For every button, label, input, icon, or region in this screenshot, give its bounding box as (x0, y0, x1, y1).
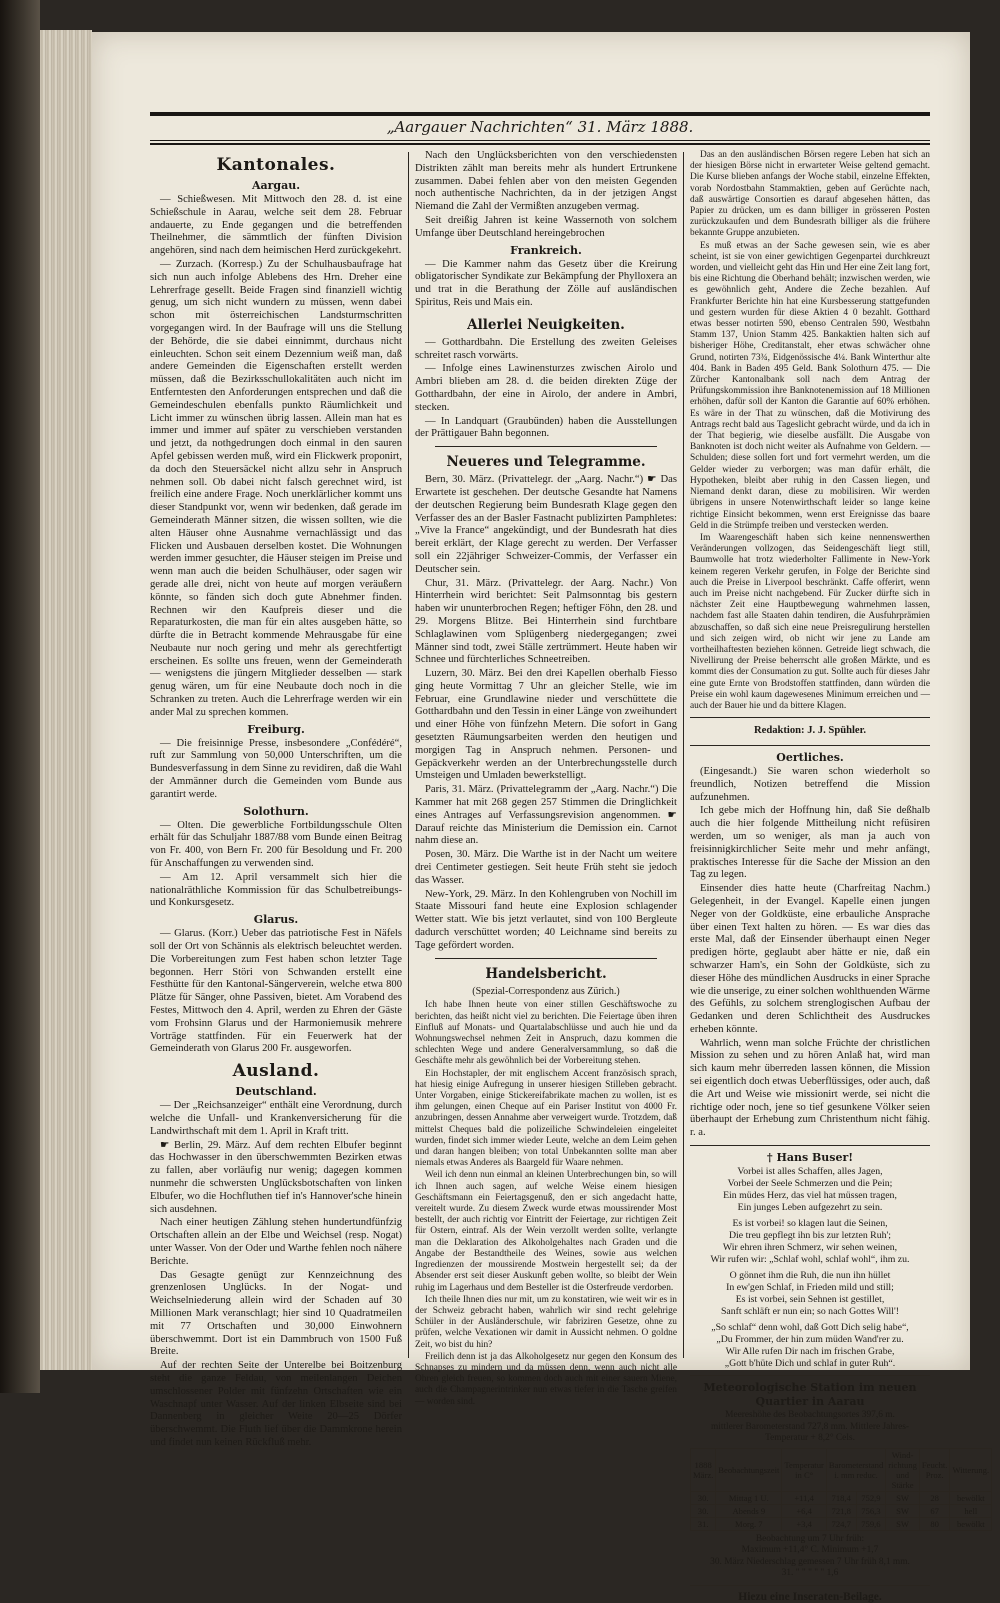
telegram-paragraph: Paris, 31. März. (Privattelegramm der „Aarg. Nachr.“) Die Kammer hat mit 268 gegen 257 Stimmen die Dringlichkeit eines Antrages auf Verfassungsrevision angenommen. ☛ Darauf reichte das Ministerium die Demission ein. Carnot nahm diese an. (415, 784, 677, 847)
section-heading-allerlei: Allerlei Neuigkeiten. (467, 316, 625, 333)
article-paragraph: — Am 12. April versammelt sich hier die nationalräthliche Kommission für das Schulbetreibungs- und Konkursgesetz. (150, 871, 402, 909)
weather-note: 30. März Niederschlag gemessen 7 Uhr früh 8,1 mm. (710, 1556, 910, 1567)
article-paragraph: Das Gesagte genügt zur Kennzeichnung des grenzenlosen Unglücks. In der Nogat- und Weichselniederung allein wird der Schaden auf 30 Millionen Mark veranschlagt; hier sind 10 Quadratmeilen mit 77 Ortschaften und 30,000 Einwohnern überschwemmt. Dort ist ein Dammbruch von 1500 Fuß Breite. (150, 1269, 402, 1358)
section-separator (690, 745, 930, 746)
table-cell: Abends 9 (716, 1504, 782, 1517)
article-paragraph: — Die freisinnige Presse, insbesondere „Confédéré“, ruft zur Sammlung von 50,000 Unterschriften, um die Bundesverfassung in dem Sinne zu revidiren, daß die Wahl der Ammänner durch die Gemeinden vom Bunde aus garantirt werde. (150, 737, 402, 800)
table-row (691, 1491, 992, 1504)
column-divider (408, 152, 409, 1358)
poem-stanza: O gönnet ihm die Ruh, die nun ihn hüllet In ew'gen Schlaf, in Frieden mild und still; Es ist vorbei, sein Sehnen ist gestillet, Sanft schläft er nun ein; so nach Gottes Will'! (720, 1270, 900, 1318)
telegram-paragraph: Bern, 30. März. (Privattelegr. der „Aarg. Nachr.“) ☛ Das Erwartete ist geschehen. Der deutsche Gesandte hat Namens der deutschen Regierung beim Bundesrath Klage gegen den Verfasser des an der Basler Fastnacht publizirten Pamphletes: „Vive la France“ angekündigt, und der Bundesrath hat dies bereit erklärt, der Klage gerecht zu werden. Der Verfasser soll ein 22jähriger Schweizer-Commis, der Verfasser ein Deutscher sein. (415, 474, 677, 575)
article-paragraph: ☛ Berlin, 29. März. Auf dem rechten Elbufer beginnt das Hochwasser in den überschwemmten Bezirken etwas zu fallen, aber vorläufig nur wenig; dagegen kommen nunmehr die schwersten Unglücksbotschaften von linken Elbufer, wo die Hochfluthen tief in's Hannover'sche hinein sich ausdehnen. (150, 1139, 402, 1215)
table-header-cell: Temperatur in C° (782, 1448, 826, 1491)
weather-note: Beobachtung um 7 Uhr früh: (755, 1533, 865, 1544)
table-row (691, 1504, 992, 1517)
telegram-paragraph: Posen, 30. März. Die Warthe ist in der Nacht um weitere drei Centimeter gestiegen. Seit heute Früh steht sie jedoch das Wasser. (415, 849, 677, 886)
table-cell: 759,6 (856, 1517, 886, 1530)
table-cell: 756,3 (856, 1504, 886, 1517)
table-cell: 718,4 (826, 1491, 856, 1504)
article-paragraph: Das an den ausländischen Börsen regere Leben hat sich an der hiesigen Börse nicht in erwarteter Weise geltend gemacht. Die Kurse blieben anfangs der Woche stabil, einzelne Effekten, vorab Nordostbahn Stammaktien, geben auf Gerüchte nach, daß auswärtige Consortien es darauf abgesehen hätten, das Papier zu drücken, um es dann billiger in grösseren Posten zurückzukaufen und dem Bundesrath billiger als die frühere bekannte Gruppe anzubieten. (690, 150, 930, 239)
table-cell: 724,7 (826, 1517, 856, 1530)
poem-stanza: Es ist vorbei! so klagen laut die Seinen, Die treu gepflegt ihn bis zur letzten Ruh'; Wir ehren ihren Schmerz, wir sehen weinen, Wir rufen wir: „Schlaf wohl, schlaf wohl“, ihm zu. (710, 1218, 910, 1266)
masthead-title: „Aargauer Nachrichten“ 31. März 1888. (386, 118, 694, 136)
section-separator (435, 446, 657, 447)
column-left (150, 150, 402, 1448)
table-cell: Morg. 7 (716, 1517, 782, 1530)
article-paragraph: Einsender dies hatte heute (Charfreitag Nachm.) Gelegenheit, in der Evangel. Kapelle einen jungen Neger von der Goldküste, eine erbauliche Ansprache über einen Text halten zu hören. — Es war dies das erste Mal, daß der Einsender überhaupt einen Neger predigen hörte, geglaubt aber hätte er nie, daß ein schwarzer Ham's, ein Sohn der Goldküste, sich zu dieser Höhe des mündlichen Ausdrucks in einer Sprache wie die unserige, zu einer solchen wohlthuenden Wärme des Gefühls, zu solchem strenglogischen Aufbau der Gedanken und deren Schlichtheit des Ausdruckes erheben könnte. (690, 883, 930, 1035)
article-paragraph: Ein Hochstapler, der mit englischem Accent französisch sprach, hat hiesig einige Aufregung in unserer hiesigen Stilleben gebracht. Unter Vorgaben, einige Stickereifabrikate machen zu wollen, ist es ihm gelungen, einen Cheque auf ein Pariser Institut von 4000 Fr. anzubringen, dessen Annahme aber verweigert wurde. Trotzdem, daß mittelst Cheques bald die polizeiliche Schwindeleien eingeleitet wurden, findet sich immer wieder Leute, welche an dem Leim gehen und daran hangen bleiben; von total Unbekannten sollte man aber niemals etwas Anderes als Baargeld für Waare nehmen. (415, 1068, 677, 1169)
article-paragraph: — In Landquart (Graubünden) haben die Ausstellungen der Prättigauer Bahn begonnen. (415, 415, 677, 440)
subheading-freiburg: Freiburg. (247, 722, 305, 736)
bound-pages-edge (40, 30, 92, 1370)
article-paragraph: Wahrlich, wenn man solche Früchte der christlichen Mission zu sehen und zu hören Anlaß hat, wird man sich kaum mehr überreden lassen können, die Mission sei eigentlich doch etwas Ueberflüssiges, oder auch, daß die Art und Weise wie missionirt werde, sei nicht die richtige oder noch, jene so tief gesunkene Völker seien überhaupt der Erhebung zum Christenthum nicht fähig. r. a. (690, 1037, 930, 1139)
table-cell: SW (886, 1504, 920, 1517)
table-cell: 31. (691, 1517, 716, 1530)
section-separator (690, 1375, 930, 1376)
table-header-cell: Wind-richtung und Stärke (886, 1448, 920, 1491)
table-cell: 28 (919, 1491, 950, 1504)
table-cell: hell (950, 1504, 992, 1517)
subheading-aargau: Aargau. (251, 179, 301, 192)
article-paragraph: Auf der rechten Seite der Unterelbe bei Boitzenburg steht die ganze Feldau, von meilenlangen Deichen umschlossener Polder mit fünfzehn Ortschaften wie ein Waschnapf unter Wasser. Auf der linken Elbseite sind bei Dannenberg in gleicher Weite 20—25 Dörfer überschwemmt. Die Fluth lief über die Dammkrone herein und findet nun keinen Rückfluß mehr. (150, 1360, 402, 1448)
table-cell: 30. (691, 1491, 716, 1504)
subheading-deutschland: Deutschland. (235, 1085, 317, 1099)
weather-table-header (691, 1448, 992, 1491)
article-paragraph: (Eingesandt.) Sie waren schon wiederholt so freundlich, Notizen betreffend die Mission aufzunehmen. (690, 765, 930, 803)
table-cell: bewölkt (950, 1517, 992, 1530)
table-cell: 30. (691, 1504, 716, 1517)
weather-station-altitude: Meereshöhe des Beobachtungsortes 397,6 m. (725, 1410, 895, 1421)
subheading-frankreich: Frankreich. (510, 243, 582, 257)
table-row (691, 1517, 992, 1530)
column-divider (683, 152, 684, 1358)
section-separator (690, 1585, 930, 1586)
section-heading-handelsbericht: Handelsbericht. (485, 965, 607, 982)
article-paragraph: Im Waarengeschäft haben sich keine nennenswerthen Veränderungen vollzogen, das Seidengeschäft liegt still, Baumwolle hat trotz wiederholter Fallimente in New-York keinem regeren Verkehr gerufen, in Folge der Berichte sind auch die Preise in Liverpool beschränkt. Caffe offerirt, wenn auch im Preise nicht nachgebend. Für Zucker dürfte sich in nächster Zeit eine Hauptbewegung wahrnehmen lassen, nachdem fast alle Staaten dahin tendiren, die Ausfuhrprämien abzuschaffen, so daß sich eine neue Preisregulirung herstellen und sich zeigen wird, ob nicht wir jene zu Lande am vortheilhaftesten beziehen können. Getreide liegt schwach, die Nivellirung der Preise beherrscht alle großen Märkte, und es kommt dies der Consumation zu gut. Sollte auch für dieses Jahr eine gute Ernte von Brodstoffen stattfinden, dann würden die Preise ein wohl kaum dagewesenes Minimum erreichen und — auch der Bauer hie und da bittere Klagen. (690, 532, 930, 711)
article-paragraph: — Der „Reichsanzeiger“ enthält eine Verordnung, durch welche die Unfall- und Krankenversicherung für die Landwirthschaft mit dem 1. April in Kraft tritt. (150, 1100, 402, 1137)
table-cell: 721,8 (826, 1504, 856, 1517)
article-paragraph: — Die Kammer nahm das Gesetz über die Kreirung obligatorischer Syndikate zur Bekämpfung der Phylloxera an und trat in die Berathung der Zölle auf ausländischen Spiritus, Reis und Mais ein. (415, 258, 677, 308)
article-paragraph: Seit dreißig Jahren ist keine Wassernoth von solchem Umfange über Deutschland hereingebrochen (415, 214, 677, 239)
column-middle (415, 150, 677, 1407)
table-header-cell: Beobachtungszeit (716, 1448, 782, 1491)
article-paragraph: Nach einer heutigen Zählung stehen hundertundfünfzig Ortschaften allein an der Elbe und Weichsel (resp. Nogat) unter Wasser. Von der Oder und Warthe fehlen noch nähere Berichte. (150, 1217, 402, 1267)
article-paragraph: Nach den Unglücksberichten von den verschiedensten Distrikten zählt man bereits mehr als hundert Ertrunkene zusammen. Dabei fehlen aber von den meisten Gegenden noch authentische Nachrichten, da in der jetzigen Angst Niemand die Zahl der Vermißten anzugeben vermag. (415, 150, 677, 213)
telegram-paragraph: Chur, 31. März. (Privattelegr. der Aarg. Nachr.) Von Hinterrhein wird berichtet: Seit Palmsonntag bis gestern haben wir ununterbrochen Regen; heftiger Föhn, den 28. und 29. Morgens Blitze. Bei Hinterrhein sind furchtbare Schlaglawinen vom Splügenberg niedergegangen; zwei Männer sind todt, zwei Ställe zertrümmert. Heute haben wir Schnee und fürchterliches Schneetreiben. (415, 577, 677, 666)
article-paragraph: Weil ich denn nun einmal an kleinen Unterbrechungen bin, so will ich Ihnen auch sagen, auf welche Weise einem hiesigen Geschäftsmann ein Feiertagsgenuß, den er sich angedacht hatte, vereitelt wurde. Zu diesem Zweck wurde etwas moussirender Most bestellt, der auch richtig vor Eintritt der Feiertage, zur richtigen Zeit für Ostern, eintraf. Als der Wein verzollt werden sollte, verlangte man die Deklaration des Alkoholgehaltes nach Graden und die Angabe der Bestandtheile des Weines, sowie aus welchen Ingredienzen der moussirende Mostwein hergestellt sei; da der Absender erst seit dieser Auskunft geben wollte, so bleibt der Wein ruhig im Lagerhaus und dem Besteller ist die Osterfreude verdorben. (415, 1170, 677, 1293)
table-cell: +6,4 (782, 1504, 826, 1517)
table-cell: SW (886, 1491, 920, 1504)
poem-stanza: Vorbei ist alles Schaffen, alles Jagen, Vorbei der Seele Schmerzen und die Pein; Ein müdes Herz, das viel hat müssen tragen, Ein junges Leben aufgezehrt zu sein. (723, 1166, 897, 1214)
table-cell: +3,4 (782, 1517, 826, 1530)
section-heading-ausland: Ausland. (232, 1061, 320, 1082)
subheading-solothurn: Solothurn. (243, 804, 309, 818)
telegram-paragraph: New-York, 29. März. In den Kohlengruben von Nochill im Staate Missouri fand heute eine Explosion schlagender Wetter statt. Wie bis jetzt verlautet, sind von 100 Bergleute dadurch verschüttet worden; 40 Leichname sind bereits zu Tage gefördert worden. (415, 888, 677, 951)
editor-credit: Redaktion: J. J. Spühler. (753, 725, 867, 737)
masthead-bottom-rule-2 (150, 143, 930, 145)
article-paragraph: — Glarus. (Korr.) Ueber das patriotische Fest in Näfels soll der Ort von Schännis als elektrisch beleuchtet werden. Die Vorbereitungen zum Fest haben schon letzter Tage begonnen. Herr Störi von Schwanden erstellt eine Festhütte für den Kantonal-Sängerverein, welche etwa 800 Plätze für Sänger, ohne Passiven, bietet. Am Vorabend des Festes, Mittwoch den 4. April, werden zu Ehren der Gäste vom Frohsinn Glarus und der Harmoniemusik mehrere Vorträge stattfinden. Für ein Feuerwerk hat der Gemeinderath von Glarus 200 Fr. ausgeworfen. (150, 928, 402, 1055)
table-cell: SW (886, 1517, 920, 1530)
column-right (690, 150, 990, 1603)
section-heading-kantonales: Kantonales. (216, 155, 336, 175)
table-cell: +11,4 (782, 1491, 826, 1504)
article-paragraph: Ich theile Ihnen dies nur mit, um zu konstatiren, wie weit wir es in der Schweiz gebracht haben, wahrlich wir sind recht gelehrige Schüler in der Ausländerschule, wir fabriziren Gesetze, ohne zu prüfen, welche Vexationen wir damit in Aussicht nehmen. O goldne Zeit, wo bist du hin? (415, 1294, 677, 1350)
section-heading-neueres: Neueres und Telegramme. (446, 454, 646, 471)
article-paragraph: — Olten. Die gewerbliche Fortbildungsschule Olten erhält für das Schuljahr 1887/88 vom Bunde einen Beitrag von Fr. 400, von Bern Fr. 200 für Besoldung und Fr. 200 für Anschaffungen zu verwenden sind. (150, 819, 402, 870)
table-header-cell: 1888 März. (691, 1448, 716, 1491)
handelsbericht-subtitle: (Spezial-Correspondenz aus Zürich.) (472, 985, 620, 997)
masthead-top-rule (150, 112, 930, 116)
table-header-cell: Feucht. Proz. (919, 1448, 950, 1491)
article-paragraph: — Schießwesen. Mit Mittwoch den 28. d. ist eine Schießschule in Aarau, welche seit dem 28. Februar andauerte, zu Ende gegangen und die betreffenden Theilnehmer, die sämmtlich der fünften Division angehören, sind nach dem heimischen Herd zurückgekehrt. (150, 194, 402, 257)
poem-stanza: „So schlaf“ denn wohl, daß Gott Dich selig habe“, „Du Frommer, der hin zum müden Wand'rer zu. Wir Alle rufen Dir nach im frischen Grabe, „Gott b'hüte Dich und schlaf in guter Ruh“. (711, 1322, 909, 1370)
section-separator (435, 958, 657, 959)
section-separator (690, 1145, 930, 1146)
article-paragraph: Ich habe Ihnen heute von einer stillen Geschäftswoche zu berichten, das heißt nicht viel zu berichten. Die Feiertage üben ihren Einfluß auf Monats- und Quartalabschlüsse und auch hie und da Wohnungswechsel nehmen Zeit in Anspruch, dazu kommen die schlechten Wege und andere Generalversammlung, so daß die Geschäfte mehr als gewöhnlich bei der Vorbereitung stehen. (415, 1000, 677, 1067)
table-cell: bewölkt (950, 1491, 992, 1504)
supplement-notice: Hiezu eine Inseraten-Beilage. (738, 1590, 882, 1603)
table-cell: Mittag 1 U. (716, 1491, 782, 1504)
newspaper-page (92, 32, 990, 1603)
article-paragraph: Freilich denn ist ja das Alkoholgesetz nur gegen den Konsum des Schnapses zu mindern und da müssen denn, wenn auch nicht alle Ohren gleich freuen, so kommen doch auch mit einer sauern Miene, auch die Champagnerintrinker nun etwas tiefer in die Tasche greifen — worden sind. (415, 1351, 677, 1407)
weather-note: Maximum +11,4° C. Minimum +1,7 (741, 1545, 879, 1556)
weather-table (690, 1448, 992, 1531)
subheading-glarus: Glarus. (253, 913, 299, 927)
weather-station-title: Meteorologische Station im neuen Quartier in Aarau (703, 1381, 917, 1409)
section-separator (690, 717, 930, 718)
table-header-cell: Witterung. (950, 1448, 992, 1491)
obituary-heading: † Hans Buser! (766, 1151, 854, 1165)
masthead-bottom-rule (150, 140, 930, 141)
table-header-cell: Barometerstand i. mm reduc. (826, 1448, 885, 1491)
article-paragraph: — Zurzach. (Korresp.) Zu der Schulhausbaufrage hat sich nun auch infolge Ablebens des Hrn. Dreher eine Lehrerfrage gesellt. Beide Fragen sind finanziell wichtig genug, um sich nicht wundern zu müssen, wenn dabei schon mit österreichischen Landsturmschritten vorgegangen wird. In der Baufrage will uns die Stellung der Behörde, die sie dabei einnimmt, durchaus nicht einleuchten. Schon seit einem Dezennium weiß man, daß andere Gemeinden die Eigenschaften erstellt werden müssen, daß die Bezirksschullokalitäten auch nicht im Entferntesten den Anforderungen entsprechen und daß die Gemeindeschulen ebenfalls punkto Räumlichkeit und Licht immer zu wünschen übrig lassen. Allein man hat es immer und immer auf später zu verschieben verstanden und jetzt, da nothgedrungen doch einmal in den sauren Apfel gebissen werden muß, wird ein Flickwerk proponirt, da doch den Steuersäckel nicht allzu sehr in Anspruch nehmen soll. Ob dabei nicht falsch gerechnet wird, ist freilich eine andere Frage. Noch unerklärlicher kommt uns dieser Standpunkt vor, wenn wir bedenken, daß gerade im Gemeinderath Männer sitzen, die wissen sollten, wie die alten Häuser ohne Ausnahme vernachlässigt und das Flicken und Ausbauen derselben kostet. Die Wohnungen werden immer gesuchter, die Häuser steigen im Preise und wenn man auch die beiden Schulhäuser, oder sagen wir gerade alle drei, nicht von heute auf morgen veräußern könnte, so fänden sich doch gute Abnehmer finden. Rechnen wir den Kaufpreis dieser und die Reparaturkosten, die man für ein altes ausgeben hätte, so dürfte die in Betracht kommende Mehrausgabe für eine Neubaute nur noch gering und mehr als gerechtfertigt erscheinen. Es sollte uns freuen, wenn der Gemeinderath — wenigstens die jüngern Mitglieder desselben — stark genug wären, um für eine Neubaute doch noch in die Schranken zu treten. Auch die Lehrerfrage werden wir ein ander Mal zu sprechen kommen. (150, 258, 402, 718)
telegram-paragraph: Luzern, 30. März. Bei den drei Kapellen oberhalb Fiesso ging heute Vormittag 7 Uhr an gleicher Stelle, wie im Februar, eine Grundlawine nieder und verschüttete die Gotthardbahn und den Tessin in einer Länge von zweihundert und einer Höhe von fünfzehn Metern. Die sofort in Gang gesetzten Räumungsarbeiten werden den heutigen und morgigen Tag in Anspruch nehmen. Personen- und Gepäckverkehr werden an der Unterbrechungsstelle durch Umsteigen und Umladen bewerkstelligt. (415, 668, 677, 782)
table-cell: 752,9 (856, 1491, 886, 1504)
article-paragraph: — Gotthardbahn. Die Erstellung des zweiten Geleises schreitet rasch vorwärts. (415, 336, 677, 361)
subheading-oertliches: Oertliches. (776, 750, 844, 764)
book-spine-shadow (0, 0, 40, 1393)
article-paragraph: Es muß etwas an der Sache gewesen sein, wie es aber scheint, ist sie von einer gewichtigen Gegenpartei durchkreuzt worden, und vielleicht geht das Hin und Her eine Zeit lang fort, bis eine Richtung die Oberhand behält; inzwischen werden, wie es gewöhnlich geht, Andere die Zeche bezahlen. Auf Frankfurter Berichte hin hat eine Kursbesserung stattgefunden und gestern wurden für diese Aktien 4 0 bezahlt. Gotthard etwas besser notirten 590, ebenso Centralen 590, Westbahn Stamm 137, Union Stamm 425. Bankaktien halten sich auf bisheriger Höhe, Creditanstalt, eher etwas schwächer ohne Grund, notirten 73¾, Eidgenössische 4¼. Bank Winterthur alte 404. Bank in Baden 495 Geld. Bank Solothurn 475. — Die Zürcher Kantonalbank soll nach dem Antrag der Prüfungskommission ihre Banknotenemission auf 18 Millionen erhöhen, dafür soll der Kanton die Garantie auf 60% erhöhen. Es wäre in der That zu wünschen, daß die Motivirung des Antrags recht bald aus Tageslicht gebracht würde, und da ich in der That begierig, wie dieselbe ausfällt. Die Ausgabe von Banknoten ist doch nicht weiter als Aufnahme von Geldern. — Schulden; diese sollen fort und fort vermehrt werden, um die Gelder wieder zu verborgen; was man dafür erhält, die Hypotheken, bleibt aber ruhig in den Cassen liegen, und Niemand denkt daran, diese zu mobilisiren. Wir werden übrigens in unsere Notenwirthschaft leider so lange keine richtige Einsicht bekommen, wenn erst Ereignisse das baare Geld in die Strümpfe treiben und verstecken werden. (690, 240, 930, 531)
article-paragraph: Ich gebe mich der Hoffnung hin, daß Sie deßhalb auch die hier folgende Mittheilung nicht refüsiren werden, um so weniger, als man ja auch von freisinnigkirchlicher Seite mehr und mehr anfängt, praktisches Interesse für die Sache der Mission an den Tag zu legen. (690, 805, 930, 881)
weather-note: 31. " " " " " 1,6 (781, 1568, 839, 1579)
weather-station-means: mittlerer Barometerstand 727,8 mm. Mittlere Jahres-Temperatur + 8,2° Cels. (710, 1421, 910, 1444)
table-cell: 80 (919, 1517, 950, 1530)
table-cell: 67 (919, 1504, 950, 1517)
article-paragraph: — Infolge eines Lawinensturzes zwischen Airolo und Ambri blieben am 28. d. die beiden direkten Züge der Gotthardbahn, der eine in Airolo, der andere in Ambri, stecken. (415, 363, 677, 413)
